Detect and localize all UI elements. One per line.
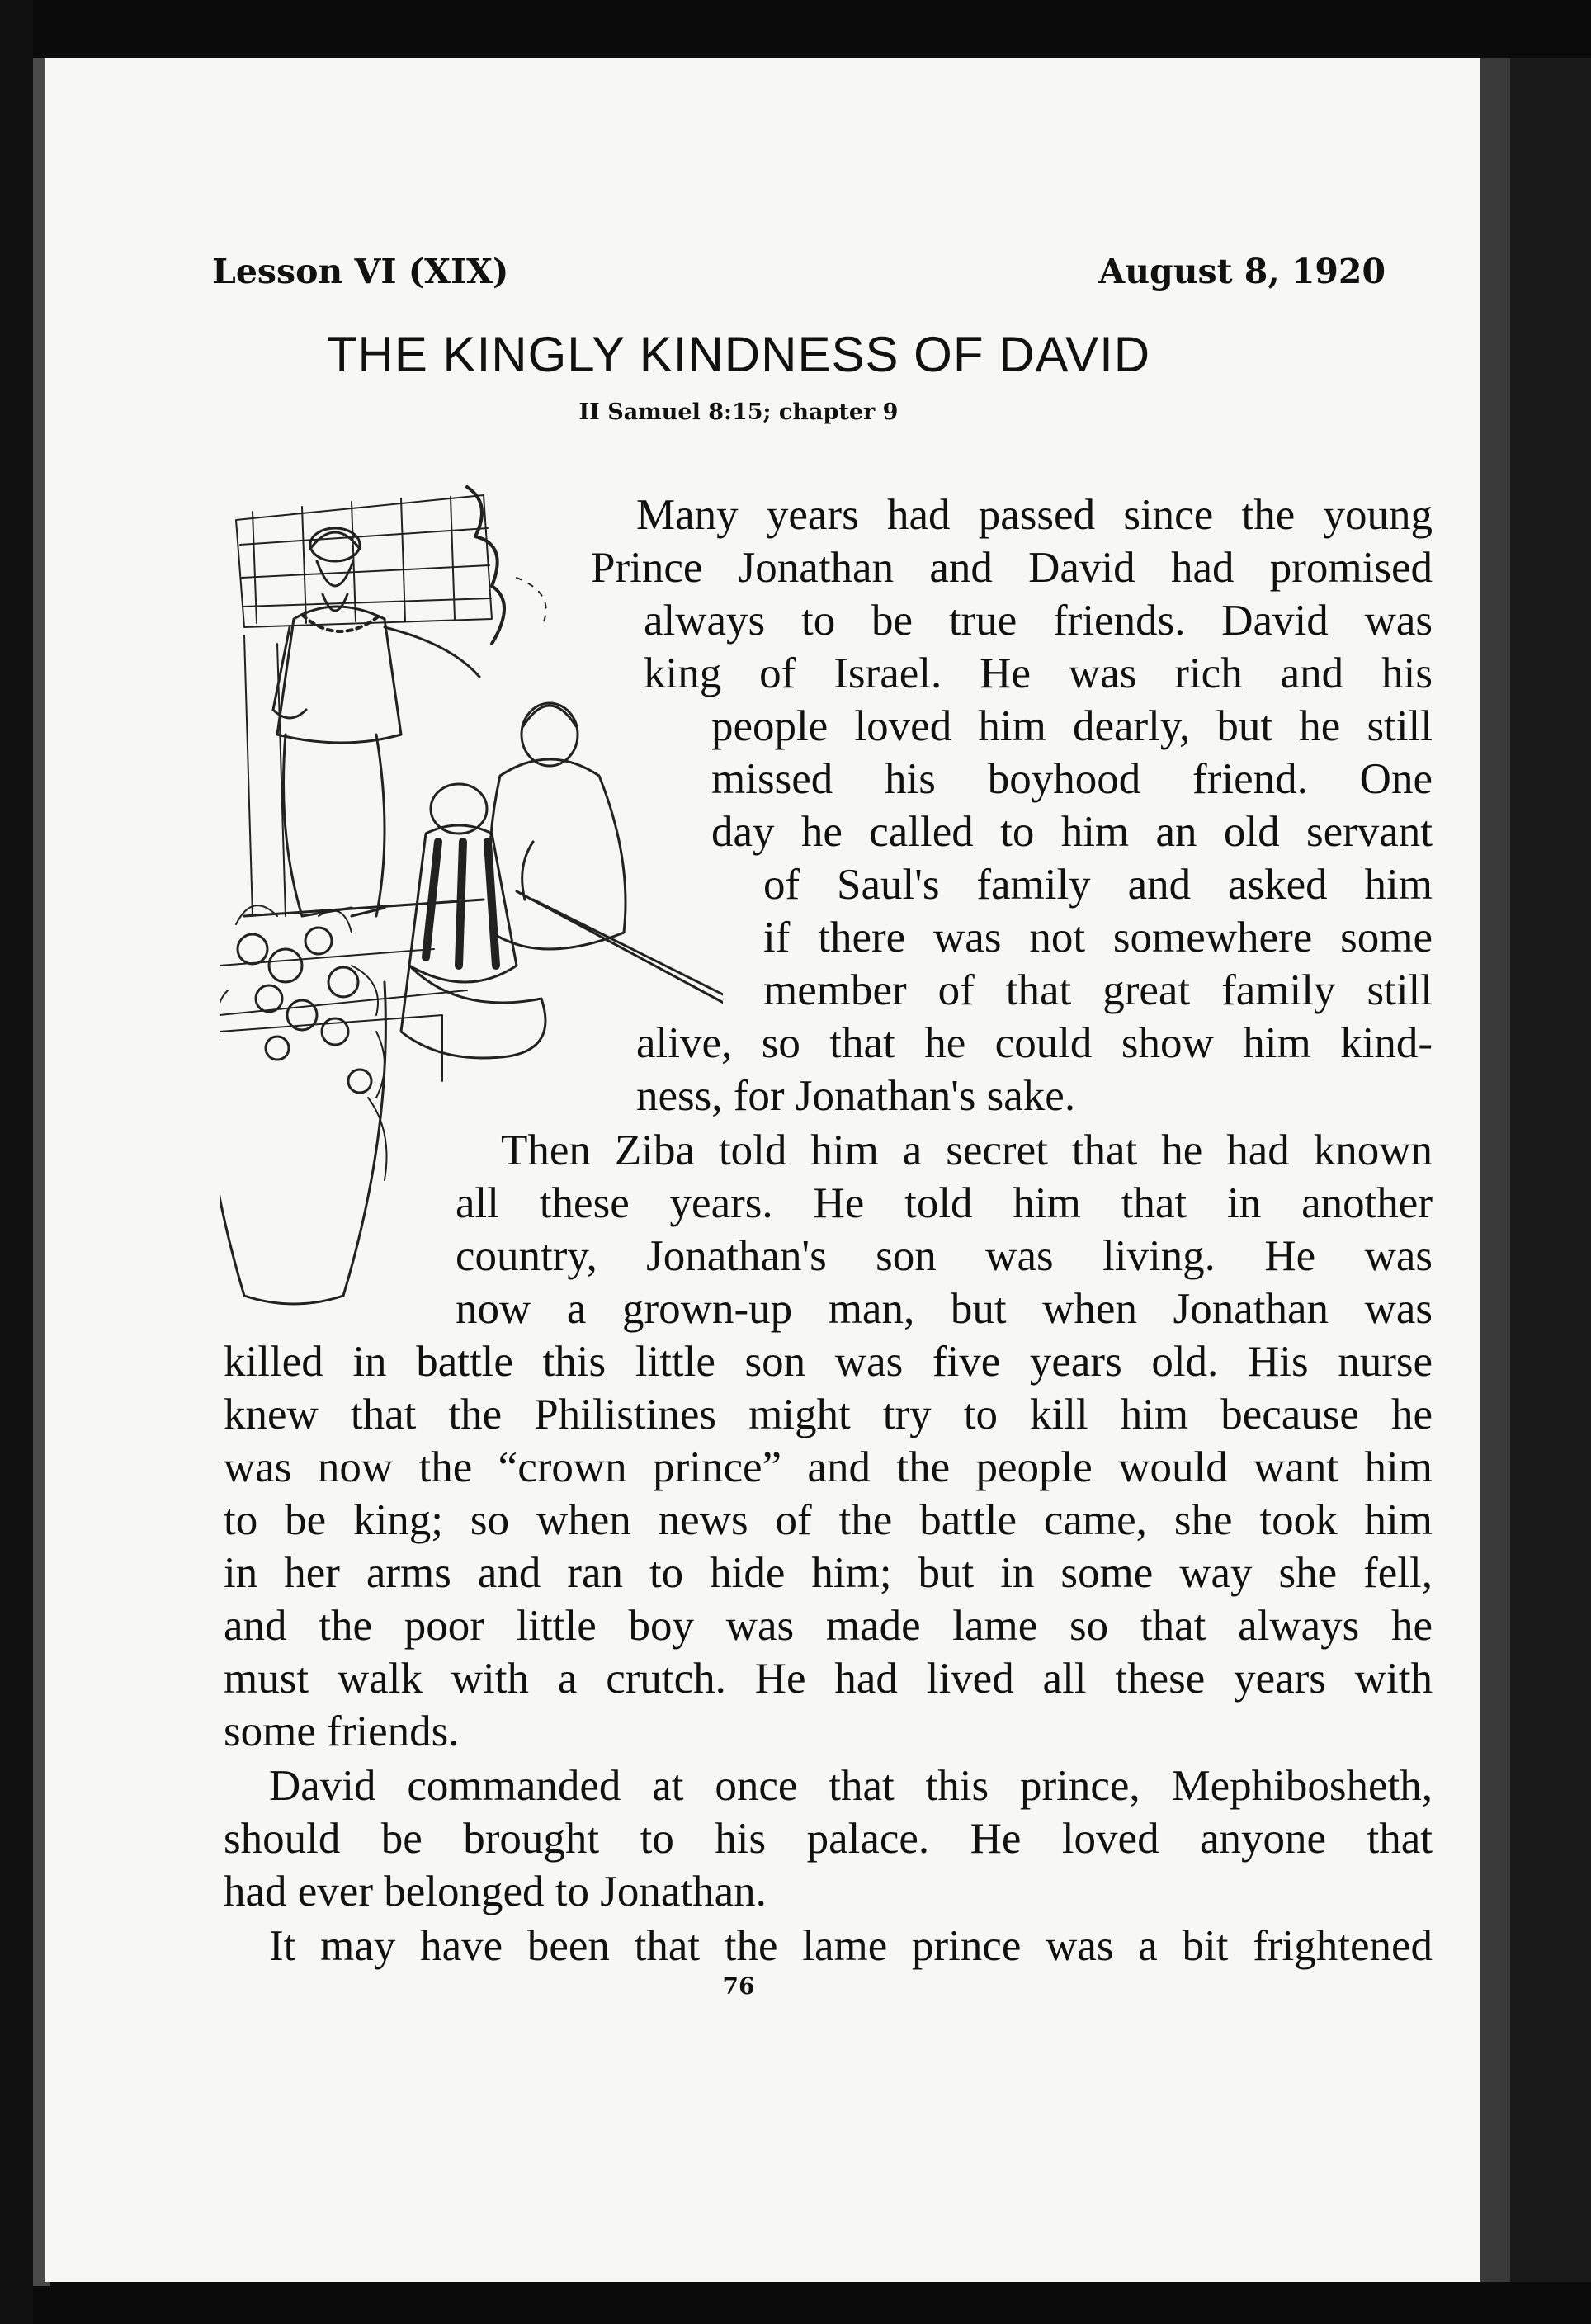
book-spine <box>1480 58 1510 2282</box>
text-line: missed his boyhood friend. One <box>711 755 1433 803</box>
lesson-label: Lesson VI (XIX) <box>212 252 509 291</box>
text-line: knew that the Philistines might try to kill him because he <box>224 1391 1433 1438</box>
text-line: to be king; so when news of the battle came, she took him <box>224 1496 1433 1544</box>
text-line: Many years had passed since the young <box>636 491 1433 539</box>
text-line: Prince Jonathan and David had promised <box>591 544 1433 592</box>
text-line: some friends. <box>224 1708 460 1755</box>
text-line: country, Jonathan's son was living. He was <box>456 1232 1433 1280</box>
page-number: 76 <box>722 1972 755 2000</box>
text-line: should be brought to his palace. He loved anyone that <box>224 1815 1433 1863</box>
text-line: always to be true friends. David was <box>644 597 1433 645</box>
scripture-reference: II Samuel 8:15; chapter 9 <box>578 399 899 425</box>
text-line: of Saul's family and asked him <box>763 861 1433 909</box>
text-line: alive, so that he could show him kind- <box>636 1019 1433 1067</box>
text-line: if there was not somewhere some <box>763 914 1433 961</box>
text-line: now a grown-up man, but when Jonathan was <box>456 1285 1433 1333</box>
text-line: in her arms and ran to hide him; but in some way she fell, <box>224 1549 1433 1597</box>
lesson-date: August 8, 1920 <box>1098 252 1386 291</box>
text-line: ness, for Jonathan's sake. <box>636 1072 1076 1120</box>
text-line: Then Ziba told him a secret that he had known <box>501 1127 1433 1174</box>
text-line: day he called to him an old servant <box>711 808 1433 856</box>
text-line: It may have been that the lame prince was a bit frightened <box>269 1922 1433 1970</box>
scan-left-edge <box>0 0 33 2324</box>
book-page <box>45 58 1480 2282</box>
text-line: king of Israel. He was rich and his <box>644 649 1433 697</box>
text-line: was now the “crown prince” and the people would want him <box>224 1443 1433 1491</box>
text-line: killed in battle this little son was five years old. His nurse <box>224 1338 1433 1386</box>
text-line: had ever belonged to Jonathan. <box>224 1868 767 1915</box>
text-line: David commanded at once that this prince, Mephibosheth, <box>269 1762 1433 1810</box>
text-line: all these years. He told him that in another <box>456 1179 1433 1227</box>
text-line: people loved him dearly, but he still <box>711 702 1433 750</box>
page-title: THE KINGLY KINDNESS OF DAVID <box>326 327 1151 382</box>
text-line: and the poor little boy was made lame so that always he <box>224 1602 1433 1650</box>
scan-right-edge <box>1510 58 1591 2282</box>
text-line: must walk with a crutch. He had lived all these years with <box>224 1655 1433 1703</box>
text-line: member of that great family still <box>763 966 1433 1014</box>
